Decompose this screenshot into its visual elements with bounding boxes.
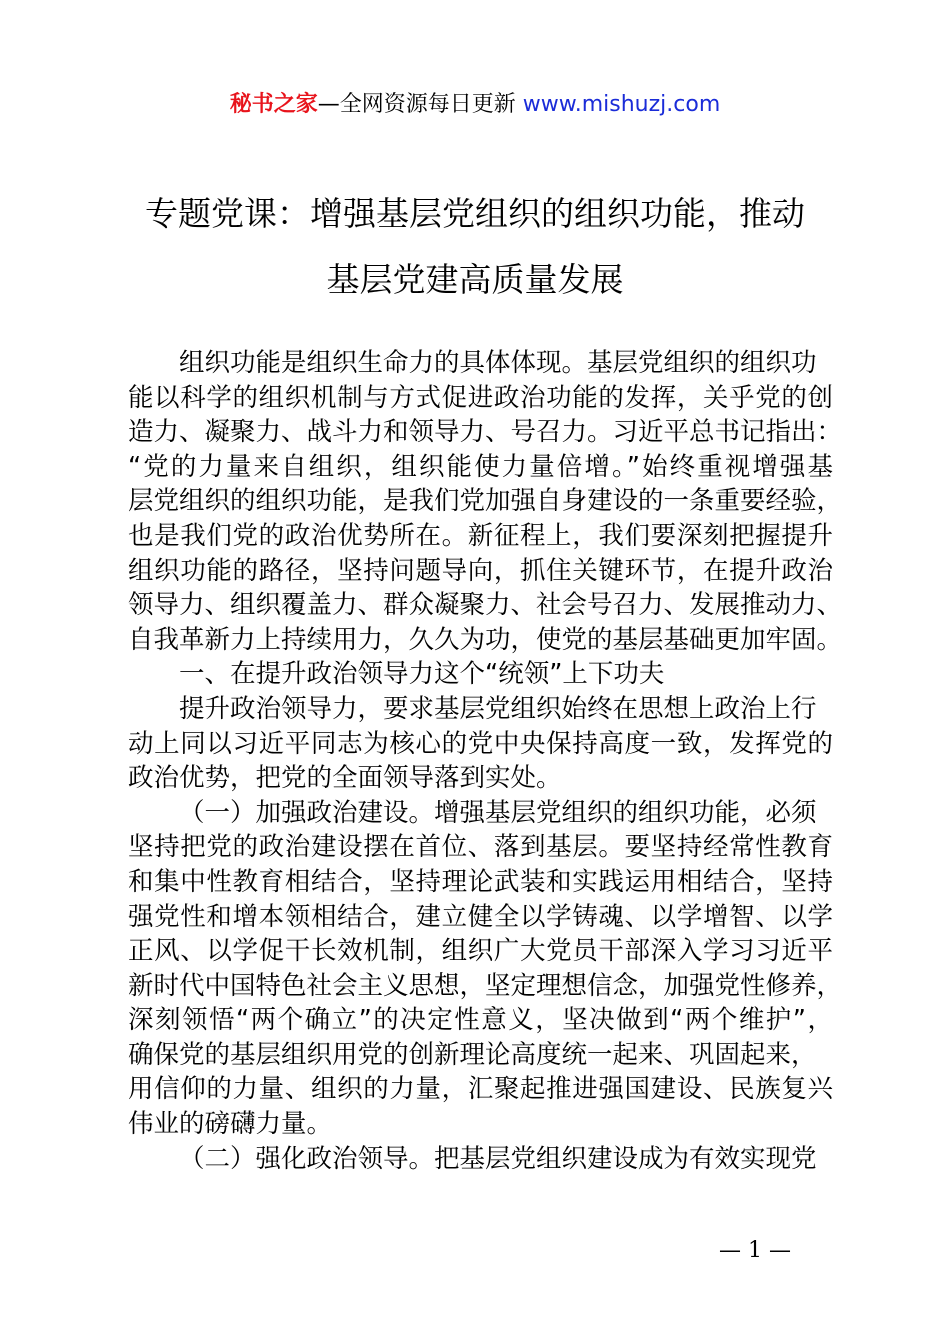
site-url[interactable]: www.mishuzj.com	[522, 92, 721, 117]
text-line: 新时代中国特色社会主义思想，坚定理想信念，加强党性修养，	[128, 970, 843, 1001]
text-line: 造力、凝聚力、战斗力和领导力、号召力。习近平总书记指出：	[128, 417, 843, 448]
text-line: 用信仰的力量、组织的力量，汇聚起推进强国建设、民族复兴	[128, 1074, 833, 1105]
document-body	[128, 346, 843, 1176]
site-banner	[0, 88, 950, 122]
text-line: 领导力、组织覆盖力、群众凝聚力、社会号召力、发展推动力、	[128, 590, 843, 621]
text-line: “党的力量来自组织，组织能使力量倍增。”始终重视增强基	[128, 451, 833, 482]
text-line: 伟业的磅礴力量。	[128, 1109, 333, 1140]
text-line: 组织功能是组织生命力的具体体现。基层党组织的组织功	[179, 348, 817, 378]
text-line: 层党组织的组织功能，是我们党加强自身建设的一条重要经验，	[128, 486, 843, 517]
document-title-line-1: 专题党课：增强基层党组织的组织功能，推动	[145, 194, 805, 233]
text-line: 和集中性教育相结合，坚持理论武装和实践运用相结合，坚持	[128, 866, 833, 897]
text-line: （二）强化政治领导。把基层党组织建设成为有效实现党	[179, 1143, 817, 1174]
text-line: 确保党的基层组织用党的创新理论高度统一起来、巩固起来，	[128, 1039, 817, 1070]
text-line: 组织功能的路径，坚持问题导向，抓住关键环节，在提升政治	[128, 555, 833, 586]
page-number: — 1 —	[719, 1238, 791, 1263]
text-line: 提升政治领导力，要求基层党组织始终在思想上政治上行	[179, 693, 817, 724]
text-line: 坚持把党的政治建设摆在首位、落到基层。要坚持经常性教育	[128, 832, 833, 863]
brand-name: 秘书之家	[229, 92, 318, 117]
text-line: 深刻领悟“两个确立”的决定性意义，坚决做到“两个维护”，	[128, 1005, 833, 1036]
text-line: 也是我们党的政治优势所在。新征程上，我们要深刻把握提升	[128, 520, 833, 551]
text-line: 动上同以习近平同志为核心的党中央保持高度一致，发挥党的	[128, 728, 833, 759]
text-line: 自我革新力上持续用力，久久为功，使党的基层基础更加牢固。	[128, 624, 843, 655]
text-line: 强党性和增本领相结合，建立健全以学铸魂、以学增智、以学	[128, 901, 833, 932]
text-line: 政治优势，把党的全面领导落到实处。	[128, 763, 562, 794]
banner-tagline: —全网资源每日更新	[317, 92, 516, 117]
document-title-line-2: 基层党建高质量发展	[326, 260, 624, 299]
text-line: 正风、以学促干长效机制，组织广大党员干部深入学习习近平	[128, 936, 833, 967]
text-line: （一）加强政治建设。增强基层党组织的组织功能，必须	[179, 797, 817, 828]
section-heading: 一、在提升政治领导力这个“统领”上下功夫	[179, 659, 665, 690]
text-line: 能以科学的组织机制与方式促进政治功能的发挥，关乎党的创	[128, 382, 833, 413]
